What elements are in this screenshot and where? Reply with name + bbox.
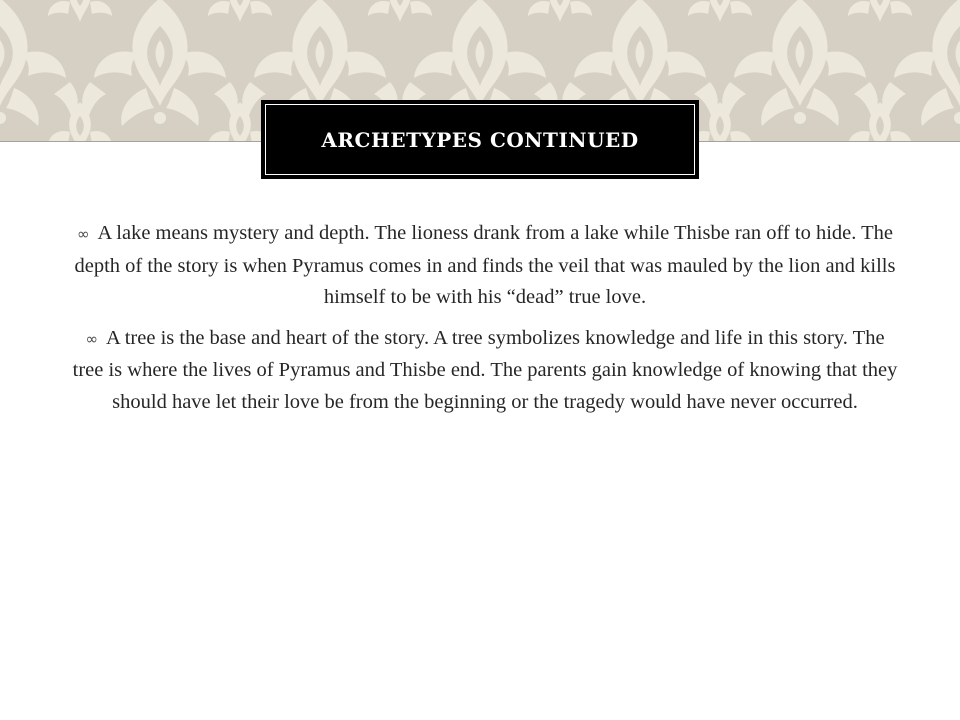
bullet-item-lake [70,218,900,314]
bullet-text: A tree is the base and heart of the story. A tree symbolizes knowledge and life in this story. The tree is where the lives of Pyramus and Thisbe end. The parents gain knowledge of knowing that they should have let their love be from the beginning or the tragedy would have never occurred. [72,326,898,413]
bullet-text: A lake means mystery and depth. The lioness drank from a lake while Thisbe ran off to hide. The depth of the story is when Pyramus comes in and finds the veil that was mauled by the lion and kills himself to be with his “dead” true love. [74,222,896,308]
title-box [261,100,699,179]
slide-title: ARCHETYPES CONTINUED [321,127,639,152]
infinity-bullet-icon: ∞ [85,329,98,348]
infinity-bullet-icon: ∞ [76,225,90,243]
bullet-item-tree [70,323,900,419]
bullet-list [70,218,900,427]
